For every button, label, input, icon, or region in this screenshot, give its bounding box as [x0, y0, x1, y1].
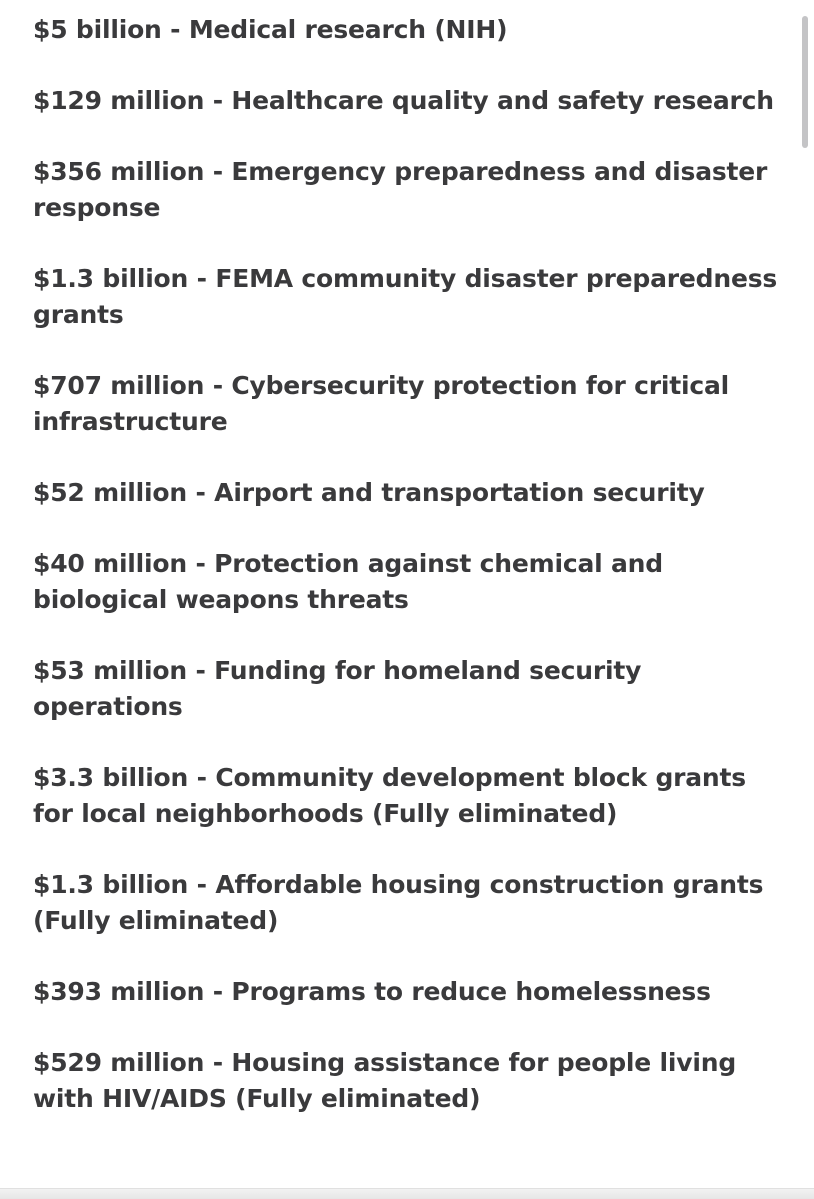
list-item: $53 million - Funding for homeland security operations [33, 656, 642, 721]
vertical-scrollbar[interactable] [802, 16, 808, 148]
list-item: $5 billion - Medical research (NIH) [33, 15, 508, 44]
list-item: $3.3 billion - Community development block grants for local neighborhoods (Fully eliminated) [33, 763, 746, 828]
scrollbar-thumb[interactable] [802, 16, 808, 148]
list-item: $40 million - Protection against chemical and biological weapons threats [33, 549, 663, 614]
budget-cut-list [33, 12, 793, 1152]
list-item: $1.3 billion - FEMA community disaster preparedness grants [33, 264, 778, 329]
list-item: $393 million - Programs to reduce homelessness [33, 977, 711, 1006]
bottom-edge-bar [0, 1188, 814, 1199]
list-item: $52 million - Airport and transportation security [33, 478, 705, 507]
list-item: $707 million - Cybersecurity protection for critical infrastructure [33, 371, 729, 436]
list-item: $129 million - Healthcare quality and safety research [33, 86, 774, 115]
list-item: $529 million - Housing assistance for people living with HIV/AIDS (Fully eliminated) [33, 1048, 737, 1113]
list-item: $1.3 billion - Affordable housing construction grants (Fully eliminated) [33, 870, 764, 935]
list-item: $356 million - Emergency preparedness and disaster response [33, 157, 768, 222]
